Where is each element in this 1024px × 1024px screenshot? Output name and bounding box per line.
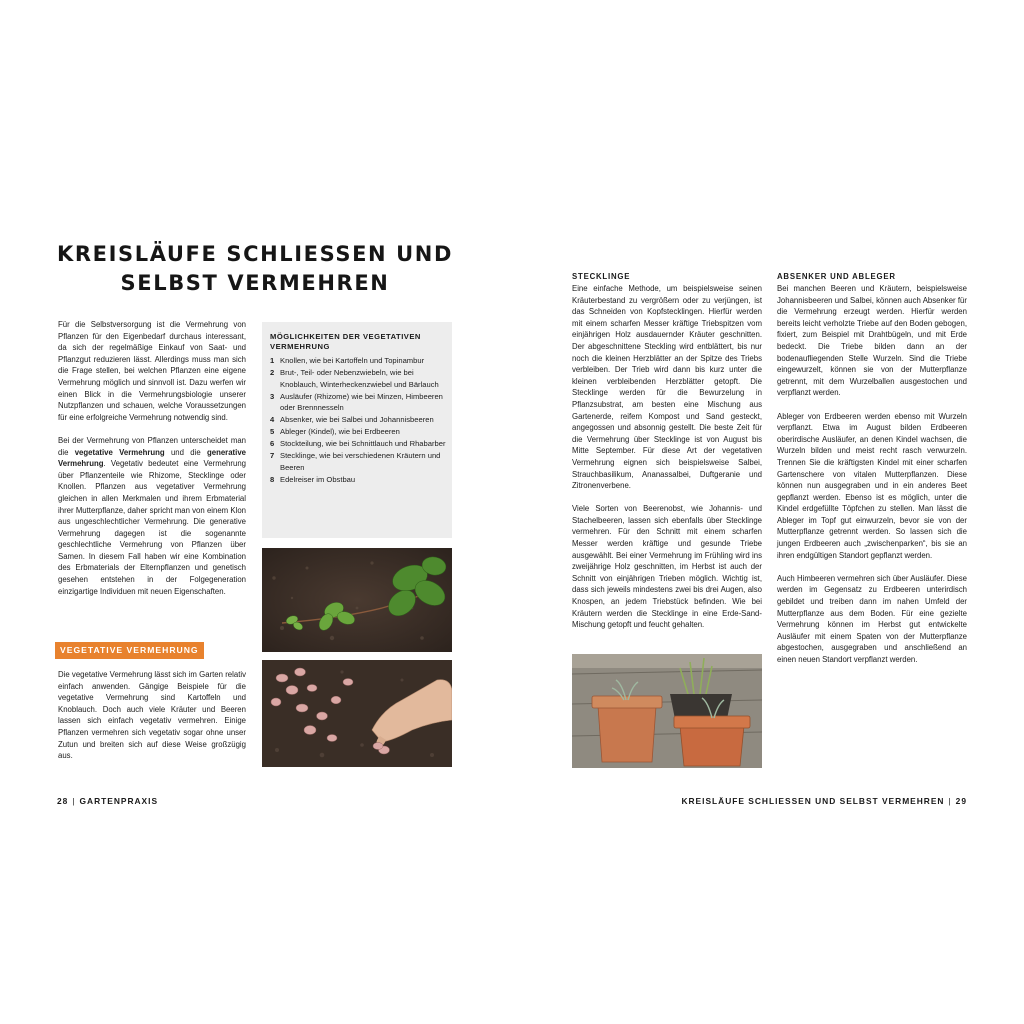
list-text: Knollen, wie bei Kartoffeln und Topinambur (280, 356, 425, 366)
footer-section-left: GARTENPRAXIS (79, 796, 159, 806)
vegetative-heading: VEGETATIVE VERMEHRUNG (55, 642, 204, 659)
absenker-paragraph-2: Ableger von Erdbeeren werden ebenso mit Wurzeln verpflanzt. Etwa im August bilden Erdbeeren oberirdische Ausläufer, an denen Kindel wachsen, die Wurzeln bilden und meist recht rasch verwurzeln. Trennen Sie die kräftigsten Kindel mit einer scharfen Gartenschere von vitalen Mutterpflanzen. Diese können nun ausgegraben und in ein anderes Beet gepflanzt werden. Ebenso ist es möglich, unter die Kindel erdgefüllte Töpfchen zu stellen. Man lässt die Ableger im Topf gut einwurzeln, bevor sie von der Mutterpflanze getrennt werden. So lassen sich die jungen Erdbeeren auch „zwischenparken“, bis sie an ihren endgültigen Standort gepflanzt werden. (777, 411, 967, 560)
vegetative-paragraph: Die vegetative Vermehrung lässt sich im Garten relativ einfach anwenden. Gängige Beispiele für die vegetative Vermehrung sind Kartoffeln und Knoblauch. Doch auch viele Kräuter und Beeren lassen sich einfach vegetativ vermehren. Einige Pflanzen vermehren sich vegetativ sogar ohne unser Zutun und breiten sich auf diese Weise großzügig aus. (58, 670, 246, 761)
list-item (270, 450, 446, 473)
intro-paragraph-1: Für die Selbstversorgung ist die Vermehrung von Pflanzen für den Eigenbedarf durchaus interessant, da sich der regelmäßige Einkauf von Saat- und Pflanzgut reduzieren lässt. Allerdings muss man sich die Frage stellen, bei welchen Pflanzen eine eigene Vermehrung möglich und sinnvoll ist. Dazu werfen wir einen Blick in die Vermehrungsbiologie unserer Nutzpflanzen und schauen, welche Voraussetzungen für eine erfolgreiche Vermehrung notwendig sind. (58, 320, 246, 422)
list-item (270, 391, 446, 414)
list-number: 6 (270, 439, 275, 449)
absenker-paragraph-1: Bei manchen Beeren und Kräutern, beispielsweise Johannisbeeren und Salbei, können auch Absenker für die Vermehrung erzeugt werden. Hierfür werden bereits leicht verholzte Triebe auf den Boden gebogen, fixiert, zum Beispiel mit Drahtbügeln, und mit Erde bedeckt. Die Triebe bilden dann an der bodenaufliegenden Stelle Wurzeln. Sind die Triebe eingewurzelt, können sie von der Mutterpflanze getrennt, mit dem Wurzelballen ausgestochen und verpflanzt werden. (777, 284, 967, 398)
list-number: 7 (270, 451, 275, 461)
intro-text: und die (164, 447, 207, 457)
cuttings-pots-photo (572, 654, 762, 768)
list-number: 1 (270, 356, 275, 366)
absenker-paragraph-3: Auch Himbeeren vermehren sich über Ausläufer. Diese werden im Gegensatz zu Erdbeeren unterirdisch gebildet und treiben dann im nahen Umfeld der Mutterpflanze aus dem Boden. Für eine gezielte Vermehrung können im Herbst gut entwickelte Ausläufer mit einem Spaten von der Mutterpflanze abgestochen, ausgegraben und anschließend an einen neuen Standort verpflanzt werden. (777, 573, 967, 664)
absenker-column (777, 283, 967, 677)
stecklinge-heading: STECKLINGE (572, 272, 631, 281)
box-title-line-1: MÖGLICHKEITEN DER VEGETATIVEN (270, 332, 421, 341)
term-vegetative: vegetative Vermehrung (74, 447, 165, 457)
cuttings-illustration (572, 654, 762, 768)
list-number: 8 (270, 474, 275, 484)
vegetative-column (58, 669, 246, 773)
stecklinge-paragraph-1: Eine einfache Methode, um beispielsweise seinen Kräuterbestand zu vergrößern oder zu verjüngen, ist das Schneiden von Kopfstecklingen. Hierfür werden mit einem scharfen Messer kräftige Triebspitzen vom einjährigen Holz ausdauernder Kräuter geschnitten. Der abgeschnittene Steckling wird entblättert, bis nur noch die kleinen Herzblätter an der Spitze des Triebs verbleiben. Der Trieb wird dann bis kurz unter die kleinen verbleibenden Herzblätter getopft. Die Stecklinge werden für die Bewurzelung in Pflanzsubstrat, am besten eine Mischung aus Gartenerde, reifem Kompost und Sand gesteckt, angegossen und absonnig gestellt. Die beste Zeit für die Vermehrung über Stecklinge ist von August bis Mitte September. Für diese Art der vegetativen Vermehrung eignen sich beispielsweise Salbei, Strauchbasilikum, Ananassalbei, Duftgeranie und Zitronenverbene. (572, 284, 762, 491)
garlic-illustration (262, 660, 452, 767)
strawberry-photo (262, 548, 452, 652)
list-number: 3 (270, 391, 275, 401)
list-item (270, 474, 446, 485)
box-title (270, 332, 446, 352)
page-number-right: 29 (955, 796, 967, 806)
list-number: 5 (270, 427, 275, 437)
garlic-photo (262, 660, 452, 767)
intro-paragraph-2 (58, 435, 246, 597)
list-text: Edelreiser im Obstbau (280, 474, 356, 484)
absenker-heading: ABSENKER UND ABLEGER (777, 272, 896, 281)
page-number-left: 28 (57, 796, 69, 806)
list-text: Brut-, Teil- oder Nebenzwiebeln, wie bei Knoblauch, Winterheckenzwiebel und Bärlauch (280, 368, 439, 389)
list-text: Absenker, wie bei Salbei und Johannisbeeren (280, 415, 434, 425)
list-item (270, 438, 446, 449)
list-text: Stockteilung, wie bei Schnittlauch und Rhabarber (280, 439, 446, 449)
list-item (270, 426, 446, 437)
list-number: 4 (270, 415, 275, 425)
list-item (270, 414, 446, 425)
page-title-line-1: KREISLÄUFE SCHLIESSEN UND (56, 242, 453, 266)
list-text: Ableger (Kindel), wie bei Erdbeeren (280, 427, 400, 437)
methods-list (270, 355, 446, 485)
vegetative-methods-box (262, 322, 452, 538)
stecklinge-column (572, 283, 762, 642)
list-item (270, 367, 446, 390)
list-number: 2 (270, 368, 275, 378)
intro-text: . Vegetativ bedeutet eine Vermehrung über Pflanzenteile wie Rhizome, Stecklinge oder Knollen. Pflanzen aus vegetativer Vermehrung gleichen in allen Merkmalen und ihrem Erbmaterial ihrer Mutterpflanze, daher spricht man von einem Klon aus ungeschlechtlicher Vermehrung. Die generative Vermehrung dagegen ist die sogenannte geschlechtliche Vermehrung von Pflanzen über Samen. In diesem Fall haben wir eine Kombination des Erbmaterials der Elternpflanzen und genetisch gesehen entstehen in der Folgegeneration einzigartige Individuen mit neuen Eigenschaften. (58, 459, 246, 596)
page-title-line-2: SELBST VERMEHREN (120, 271, 390, 295)
footer-separator: | (72, 796, 76, 806)
strawberry-illustration (262, 548, 452, 652)
intro-column (58, 319, 246, 609)
stecklinge-paragraph-2: Viele Sorten von Beerenobst, wie Johannis- und Stachelbeeren, lassen sich ebenfalls über Stecklinge vermehren. Für den Schnitt mit einem scharfen Messer werden kräftige und gesunde Triebe ausgewählt. Bei einer Vermehrung im Frühling wird ins zweijährige Holz geschnitten, im Herbst ist auch der Schnitt von einjährigen Trieben möglich. Wichtig ist, dass sich jeweils mindestens zwei bis drei Augen, also Knospen, an jedem Triebstück befinden. Wie bei Kräutern werden die Stecklinge in eine Erde-Sand-Mischung getopft und feucht gehalten. (572, 504, 762, 630)
intro-text: Bei der Vermehrung von Pflanzen unterscheidet man die (58, 435, 246, 457)
list-text: Stecklinge, wie bei verschiedenen Kräutern und Beeren (280, 451, 441, 472)
list-text: Ausläufer (Rhizome) wie bei Minzen, Himbeeren oder Brennnesseln (280, 391, 443, 413)
box-title-line-2: VERMEHRUNG (270, 342, 330, 352)
page-title (40, 240, 470, 298)
footer-right (681, 796, 967, 806)
footer-separator: | (948, 796, 952, 806)
term-generative: generative Vermehrung (58, 447, 246, 469)
footer-section-right: KREISLÄUFE SCHLIESSEN UND SELBST VERMEHREN (681, 796, 945, 806)
footer-left (57, 796, 158, 806)
list-item (270, 355, 446, 366)
